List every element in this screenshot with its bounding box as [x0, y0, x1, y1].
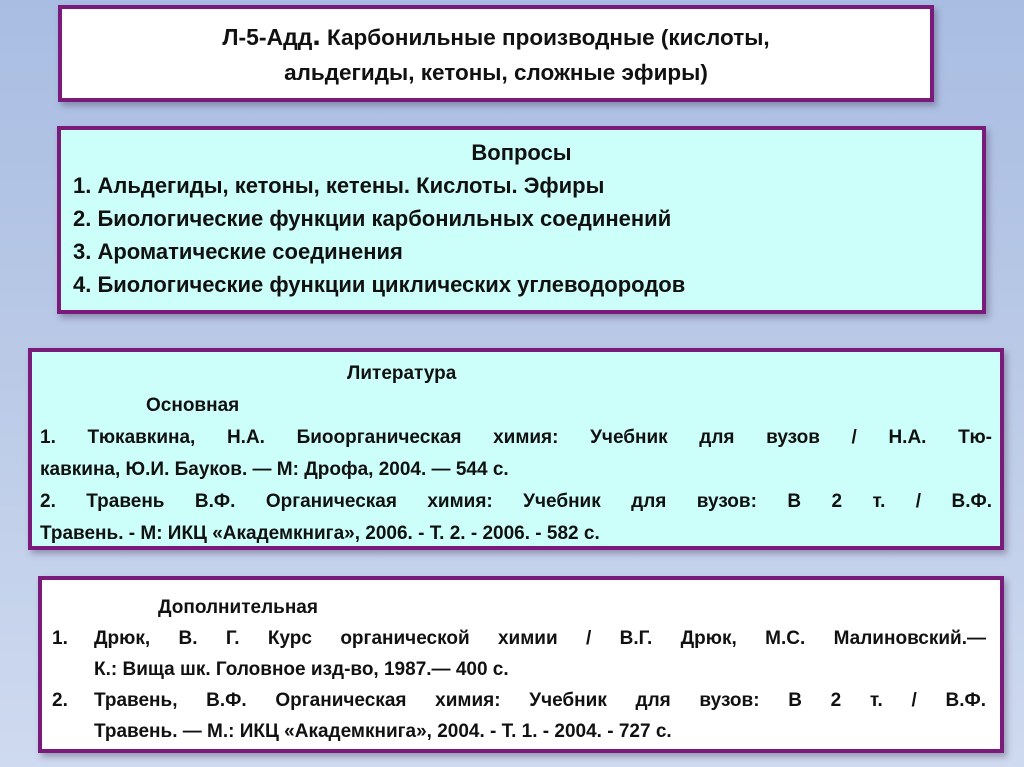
literature-line-1: 1. Тюкавкина, Н.А. Биоорганическая химия: Учебник для вузов / Н.А. Тю- [40, 427, 992, 448]
literature-line-2: кавкина, Ю.И. Бауков. — М: Дрофа, 2004. — 544 с. [40, 459, 509, 480]
question-item-3: 3. Ароматические соединения [73, 239, 403, 264]
title-line-2: альдегиды, кетоны, сложные эфиры) [284, 60, 708, 85]
additional-item-number: 2. [52, 690, 68, 711]
additional-item-2 [52, 685, 986, 747]
questions-box [57, 126, 986, 314]
literature-line-4: Травень. - М: ИКЦ «Академкнига», 2006. - Т. 2. - 2006. - 582 с. [40, 523, 600, 544]
literature-main-subheading: Основная [146, 395, 240, 416]
additional-item-line: К.: Вища шк. Головное изд-во, 1987.— 400 с. [94, 659, 509, 680]
lecture-code: Л-5-Адд [222, 24, 313, 50]
question-item-1: 1. Альдегиды, кетоны, кетены. Кислоты. Эфиры [73, 173, 605, 198]
additional-item-number: 1. [52, 628, 68, 649]
question-item-4: 4. Биологические функции циклических углеводородов [73, 272, 686, 297]
question-item-2: 2. Биологические функции карбонильных соединений [73, 206, 672, 231]
literature-heading: Литература [347, 363, 457, 384]
literature-box [28, 348, 1004, 550]
title-text-1: Карбонильные производные (кислоты, [320, 25, 770, 50]
title-line-1 [62, 20, 930, 55]
literature-line-3: 2. Травень В.Ф. Органическая химия: Учебник для вузов: В 2 т. / В.Ф. [40, 491, 992, 512]
additional-item-1 [52, 623, 986, 685]
additional-item-line: Травень, В.Ф. Органическая химия: Учебник для вузов: В 2 т. / В.Ф. [94, 690, 986, 711]
additional-item-line: Дрюк, В. Г. Курс органической химии / В.Г. Дрюк, М.С. Малиновский.— [94, 628, 986, 649]
additional-item-text [94, 623, 986, 685]
additional-item-line: Травень. — М.: ИКЦ «Академкнига», 2004. - Т. 1. - 2004. - 727 с. [94, 721, 672, 742]
additional-subheading: Дополнительная [158, 597, 318, 618]
title-box [58, 5, 934, 102]
title-dot: . [312, 19, 321, 52]
additional-literature-box [38, 576, 1004, 753]
questions-heading: Вопросы [471, 140, 572, 165]
additional-item-text [94, 685, 986, 747]
